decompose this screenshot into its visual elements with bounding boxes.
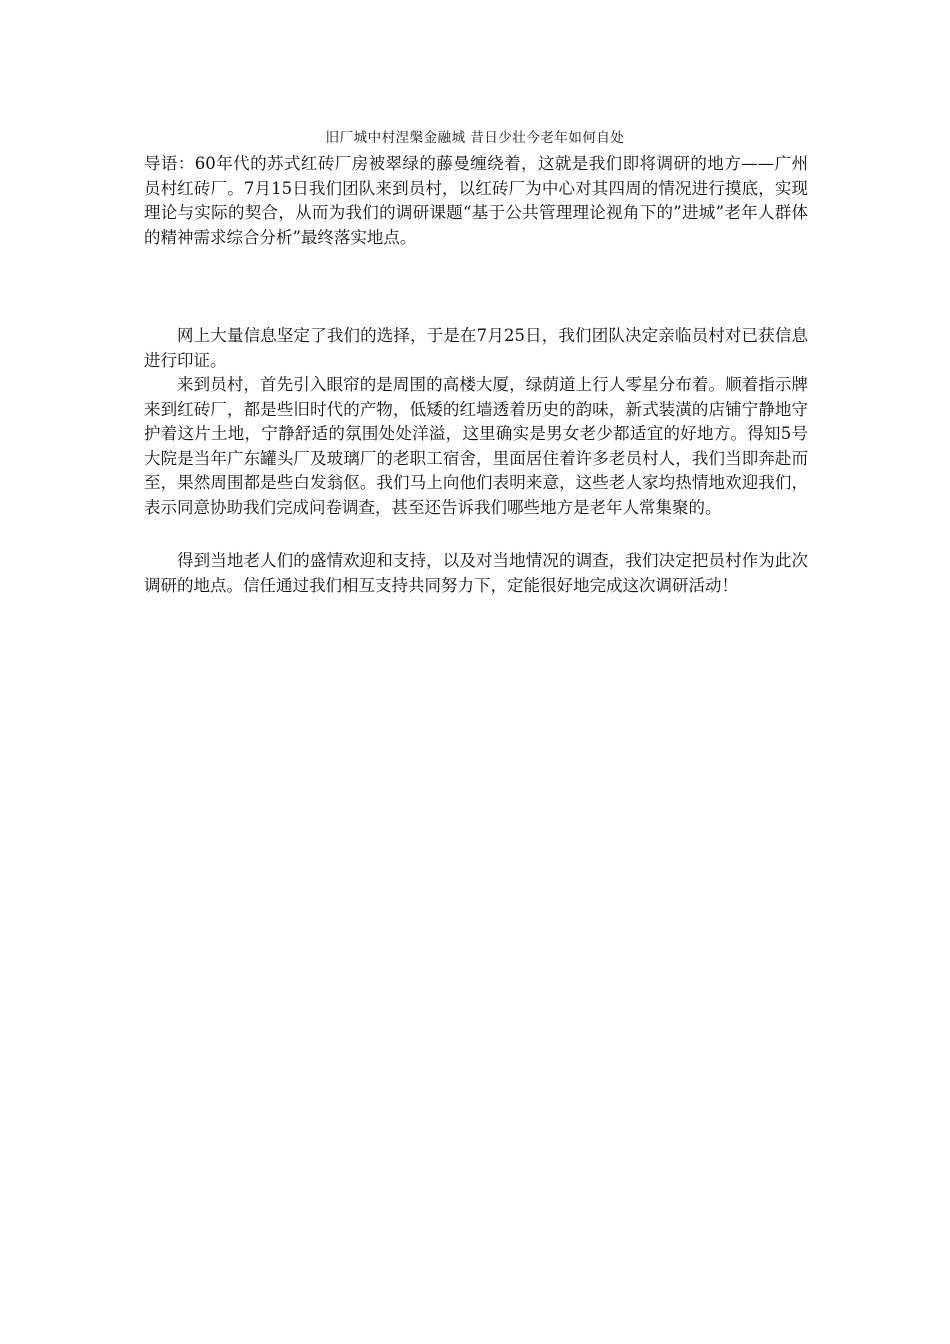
document-title: 旧厂城中村涅槃金融城 昔日少壮今老年如何自处 <box>325 130 625 146</box>
intro-paragraph: 导语：60年代的苏式红砖厂房被翠绿的藤曼缠绕着，这就是我们即将调研的地方——广州员村红砖厂。7月15日我们团队来到员村，以红砖厂为中心对其四周的情况进行摸底，实现理论与实际的契合，从而为我们的调研课题“基于公共管理理论视角下的”进城”老年人群体的精神需求综合分析”最终落实地点。 <box>144 154 808 247</box>
body-paragraph-3: 得到当地老人们的盛情欢迎和支持，以及对当地情况的调查，我们决定把员村作为此次调研的地点。信任通过我们相互支持共同努力下，定能很好地完成这次调研活动！ <box>144 551 808 595</box>
body-paragraph-2: 来到员村，首先引入眼帘的是周围的高楼大厦，绿荫道上行人零星分布着。顺着指示牌来到红砖厂，都是些旧时代的产物，低矮的红墙透着历史的韵味，新式装潢的店铺宁静地守护着这片土地，宁静舒适的氛围处处洋溢，这里确实是男女老少都适宜的好地方。得知5号大院是当年广东罐头厂及玻璃厂的老职工宿舍，里面居住着许多老员村人，我们当即奔赴而至，果然周围都是些白发翁伛。我们马上向他们表明来意，这些老人家均热情地欢迎我们，表示同意协助我们完成问卷调查，甚至还告诉我们哪些地方是老年人常集聚的。 <box>144 375 808 517</box>
body-paragraph-1: 网上大量信息坚定了我们的选择，于是在7月25日，我们团队决定亲临员村对已获信息进行印证。 <box>144 326 808 370</box>
